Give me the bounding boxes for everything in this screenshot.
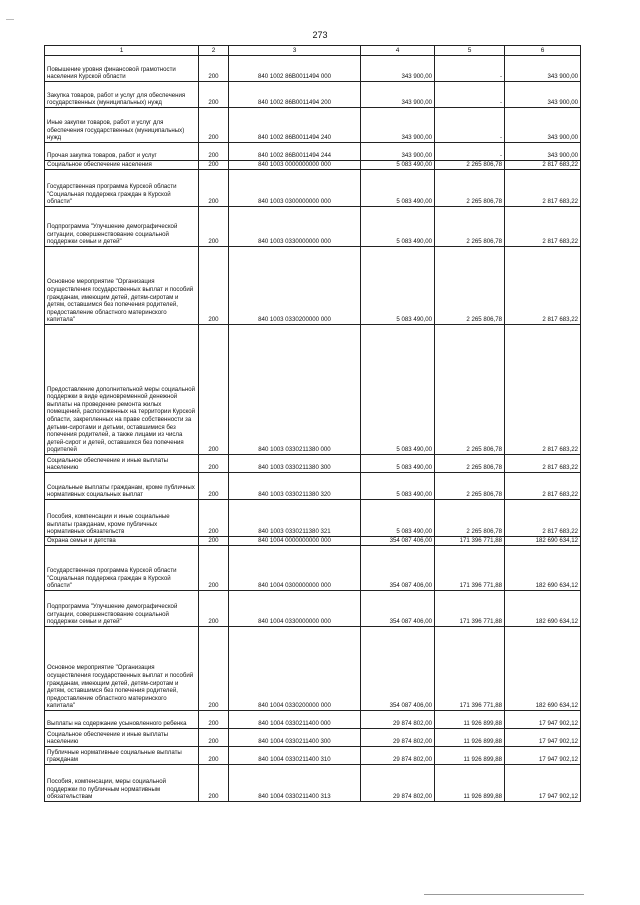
table-row	[45, 627, 581, 711]
row-kbk: 840 1003 0330211380 321	[229, 500, 361, 537]
row-code: 200	[199, 207, 229, 247]
column-header-6: 6	[505, 46, 581, 56]
row-approved: 354 087 406,00	[361, 546, 435, 591]
row-code: 200	[199, 56, 229, 82]
row-executed: 11 926 899,88	[435, 729, 505, 747]
row-unexecuted: 17 947 902,12	[505, 765, 581, 802]
row-approved: 29 874 802,00	[361, 711, 435, 729]
row-executed: -	[435, 143, 505, 161]
table-row	[45, 591, 581, 627]
row-code: 200	[199, 627, 229, 711]
row-name: Иные закупки товаров, работ и услуг для обеспечения государственных (муниципальных) нужд	[45, 108, 199, 143]
row-kbk: 840 1003 0330200000 000	[229, 247, 361, 325]
row-executed: -	[435, 108, 505, 143]
row-kbk: 840 1003 0330000000 000	[229, 207, 361, 247]
row-code: 200	[199, 108, 229, 143]
row-kbk: 840 1004 0330211400 000	[229, 711, 361, 729]
row-executed: -	[435, 56, 505, 82]
row-unexecuted: 343 900,00	[505, 108, 581, 143]
row-approved: 354 087 406,00	[361, 627, 435, 711]
table-row	[45, 765, 581, 802]
row-kbk: 840 1003 0330211380 000	[229, 325, 361, 455]
row-name: Социальное обеспечение и иные выплаты населению	[45, 729, 199, 747]
row-kbk: 840 1004 0330211400 310	[229, 747, 361, 765]
row-unexecuted: 2 817 683,22	[505, 325, 581, 455]
table-body	[45, 56, 581, 802]
row-approved: 29 874 802,00	[361, 729, 435, 747]
row-code: 200	[199, 747, 229, 765]
row-name: Подпрограмма "Улучшение демографической ситуации, совершенствование социальной поддержки семьи и детей"	[45, 207, 199, 247]
page-number: 273	[312, 30, 328, 40]
table-row	[45, 247, 581, 325]
row-kbk: 840 1004 0330211400 313	[229, 765, 361, 802]
row-kbk: 840 1002 86В0011494 240	[229, 108, 361, 143]
row-executed: 11 926 899,88	[435, 747, 505, 765]
row-unexecuted: 343 900,00	[505, 56, 581, 82]
row-approved: 5 083 490,00	[361, 500, 435, 537]
row-name: Пособия, компенсации, меры социальной поддержки по публичным нормативным обязательствам	[45, 765, 199, 802]
table-row	[45, 207, 581, 247]
row-code: 200	[199, 161, 229, 170]
row-kbk: 840 1003 0300000000 000	[229, 170, 361, 207]
row-executed: 2 265 806,78	[435, 161, 505, 170]
table-header-row	[45, 46, 581, 56]
table-row	[45, 711, 581, 729]
row-name: Государственная программа Курской области "Социальная поддержка граждан в Курской области"	[45, 546, 199, 591]
row-approved: 5 083 490,00	[361, 161, 435, 170]
row-executed: 2 265 806,78	[435, 170, 505, 207]
table-row	[45, 747, 581, 765]
row-name: Охрана семьи и детства	[45, 537, 199, 546]
row-code: 200	[199, 325, 229, 455]
row-approved: 29 874 802,00	[361, 747, 435, 765]
row-executed: 11 926 899,88	[435, 765, 505, 802]
row-name: Социальные выплаты гражданам, кроме публичных нормативных социальных выплат	[45, 473, 199, 500]
row-kbk: 840 1004 0330200000 000	[229, 627, 361, 711]
row-name: Подпрограмма "Улучшение демографической ситуации, совершенствование социальной поддержки семьи и детей"	[45, 591, 199, 627]
table-row	[45, 170, 581, 207]
row-approved: 354 087 406,00	[361, 591, 435, 627]
table-row	[45, 108, 581, 143]
budget-table	[44, 45, 581, 802]
row-kbk: 840 1003 0330211380 320	[229, 473, 361, 500]
column-header-1: 1	[45, 46, 199, 56]
row-unexecuted: 2 817 683,22	[505, 247, 581, 325]
table-row	[45, 455, 581, 473]
row-approved: 5 083 490,00	[361, 170, 435, 207]
row-name: Пособия, компенсации и иные социальные выплаты гражданам, кроме публичных нормативных обязательств	[45, 500, 199, 537]
row-executed: 2 265 806,78	[435, 473, 505, 500]
row-executed: -	[435, 82, 505, 108]
row-name: Основное мероприятие "Организация осуществления государственных выплат и пособий гражданам, имеющим детей, детям-сиротам и детям, оставшимся без попечения родителей, предоставление областного материнского капитала"	[45, 627, 199, 711]
row-executed: 171 396 771,88	[435, 591, 505, 627]
row-code: 200	[199, 143, 229, 161]
row-unexecuted: 2 817 683,22	[505, 473, 581, 500]
row-kbk: 840 1003 0330211380 300	[229, 455, 361, 473]
row-name: Социальное обеспечение населения	[45, 161, 199, 170]
row-name: Социальное обеспечение и иные выплаты населению	[45, 455, 199, 473]
row-name: Закупка товаров, работ и услуг для обеспечения государственных (муниципальных) нужд	[45, 82, 199, 108]
row-executed: 2 265 806,78	[435, 500, 505, 537]
row-kbk: 840 1002 86В0011494 000	[229, 56, 361, 82]
row-kbk: 840 1004 0330000000 000	[229, 591, 361, 627]
row-name: Повышение уровня финансовой грамотности населения Курской области	[45, 56, 199, 82]
row-executed: 2 265 806,78	[435, 325, 505, 455]
row-name: Предоставление дополнительной меры социальной поддержки в виде единовременной денежной выплаты на проведение ремонта жилых помещений, расположенных на территории Курской области, закрепленных на праве собственности за детьми-сиротами и детьми, оставшимися без попечения родителей, а также лицами из числа детей-сирот и детей, оставшихся без попечения родителей	[45, 325, 199, 455]
row-approved: 343 900,00	[361, 108, 435, 143]
row-executed: 171 396 771,88	[435, 627, 505, 711]
row-code: 200	[199, 455, 229, 473]
row-approved: 343 900,00	[361, 56, 435, 82]
table-row	[45, 546, 581, 591]
row-executed: 171 396 771,88	[435, 546, 505, 591]
row-code: 200	[199, 82, 229, 108]
row-code: 200	[199, 500, 229, 537]
row-unexecuted: 2 817 683,22	[505, 170, 581, 207]
row-executed: 2 265 806,78	[435, 455, 505, 473]
row-approved: 5 083 490,00	[361, 325, 435, 455]
row-unexecuted: 17 947 902,12	[505, 747, 581, 765]
row-code: 200	[199, 711, 229, 729]
row-kbk: 840 1004 0000000000 000	[229, 537, 361, 546]
row-unexecuted: 17 947 902,12	[505, 711, 581, 729]
table-row	[45, 82, 581, 108]
row-code: 200	[199, 537, 229, 546]
row-unexecuted: 182 690 634,12	[505, 546, 581, 591]
row-code: 200	[199, 591, 229, 627]
row-approved: 29 874 802,00	[361, 765, 435, 802]
row-name: Выплаты на содержание усыновленного ребенка	[45, 711, 199, 729]
row-code: 200	[199, 170, 229, 207]
row-approved: 5 083 490,00	[361, 473, 435, 500]
row-code: 200	[199, 247, 229, 325]
row-kbk: 840 1002 86В0011494 244	[229, 143, 361, 161]
row-executed: 2 265 806,78	[435, 247, 505, 325]
row-approved: 5 083 490,00	[361, 455, 435, 473]
row-unexecuted: 2 817 683,22	[505, 161, 581, 170]
row-executed: 2 265 806,78	[435, 207, 505, 247]
row-approved: 343 900,00	[361, 143, 435, 161]
footer-line	[424, 894, 584, 895]
row-unexecuted: 2 817 683,22	[505, 207, 581, 247]
table-row	[45, 161, 581, 170]
row-code: 200	[199, 473, 229, 500]
row-name: Прочая закупка товаров, работ и услуг	[45, 143, 199, 161]
row-name: Государственная программа Курской области "Социальная поддержка граждан в Курской области"	[45, 170, 199, 207]
row-unexecuted: 2 817 683,22	[505, 455, 581, 473]
row-executed: 171 396 771,88	[435, 537, 505, 546]
column-header-4: 4	[361, 46, 435, 56]
row-unexecuted: 343 900,00	[505, 82, 581, 108]
table-row	[45, 56, 581, 82]
table-row	[45, 325, 581, 455]
row-unexecuted: 182 690 634,12	[505, 591, 581, 627]
table-row	[45, 537, 581, 546]
row-unexecuted: 182 690 634,12	[505, 627, 581, 711]
row-approved: 5 083 490,00	[361, 207, 435, 247]
row-unexecuted: 2 817 683,22	[505, 500, 581, 537]
table-row	[45, 143, 581, 161]
row-kbk: 840 1002 86В0011494 200	[229, 82, 361, 108]
row-approved: 5 083 490,00	[361, 247, 435, 325]
column-header-2: 2	[199, 46, 229, 56]
row-approved: 343 900,00	[361, 82, 435, 108]
row-kbk: 840 1004 0330211400 300	[229, 729, 361, 747]
table-row	[45, 729, 581, 747]
row-unexecuted: 343 900,00	[505, 143, 581, 161]
row-kbk: 840 1004 0300000000 000	[229, 546, 361, 591]
row-code: 200	[199, 729, 229, 747]
scan-mark	[6, 19, 14, 20]
row-code: 200	[199, 765, 229, 802]
row-executed: 11 926 899,88	[435, 711, 505, 729]
table-row	[45, 473, 581, 500]
row-unexecuted: 17 947 902,12	[505, 729, 581, 747]
row-approved: 354 087 406,00	[361, 537, 435, 546]
row-code: 200	[199, 546, 229, 591]
row-name: Публичные нормативные социальные выплаты гражданам	[45, 747, 199, 765]
row-unexecuted: 182 690 634,12	[505, 537, 581, 546]
row-kbk: 840 1003 0000000000 000	[229, 161, 361, 170]
row-name: Основное мероприятие "Организация осуществления государственных выплат и пособий гражданам, имеющим детей, детям-сиротам и детям, оставшимся без попечения родителей, предоставление областного материнского капитала"	[45, 247, 199, 325]
column-header-5: 5	[435, 46, 505, 56]
column-header-3: 3	[229, 46, 361, 56]
table-row	[45, 500, 581, 537]
